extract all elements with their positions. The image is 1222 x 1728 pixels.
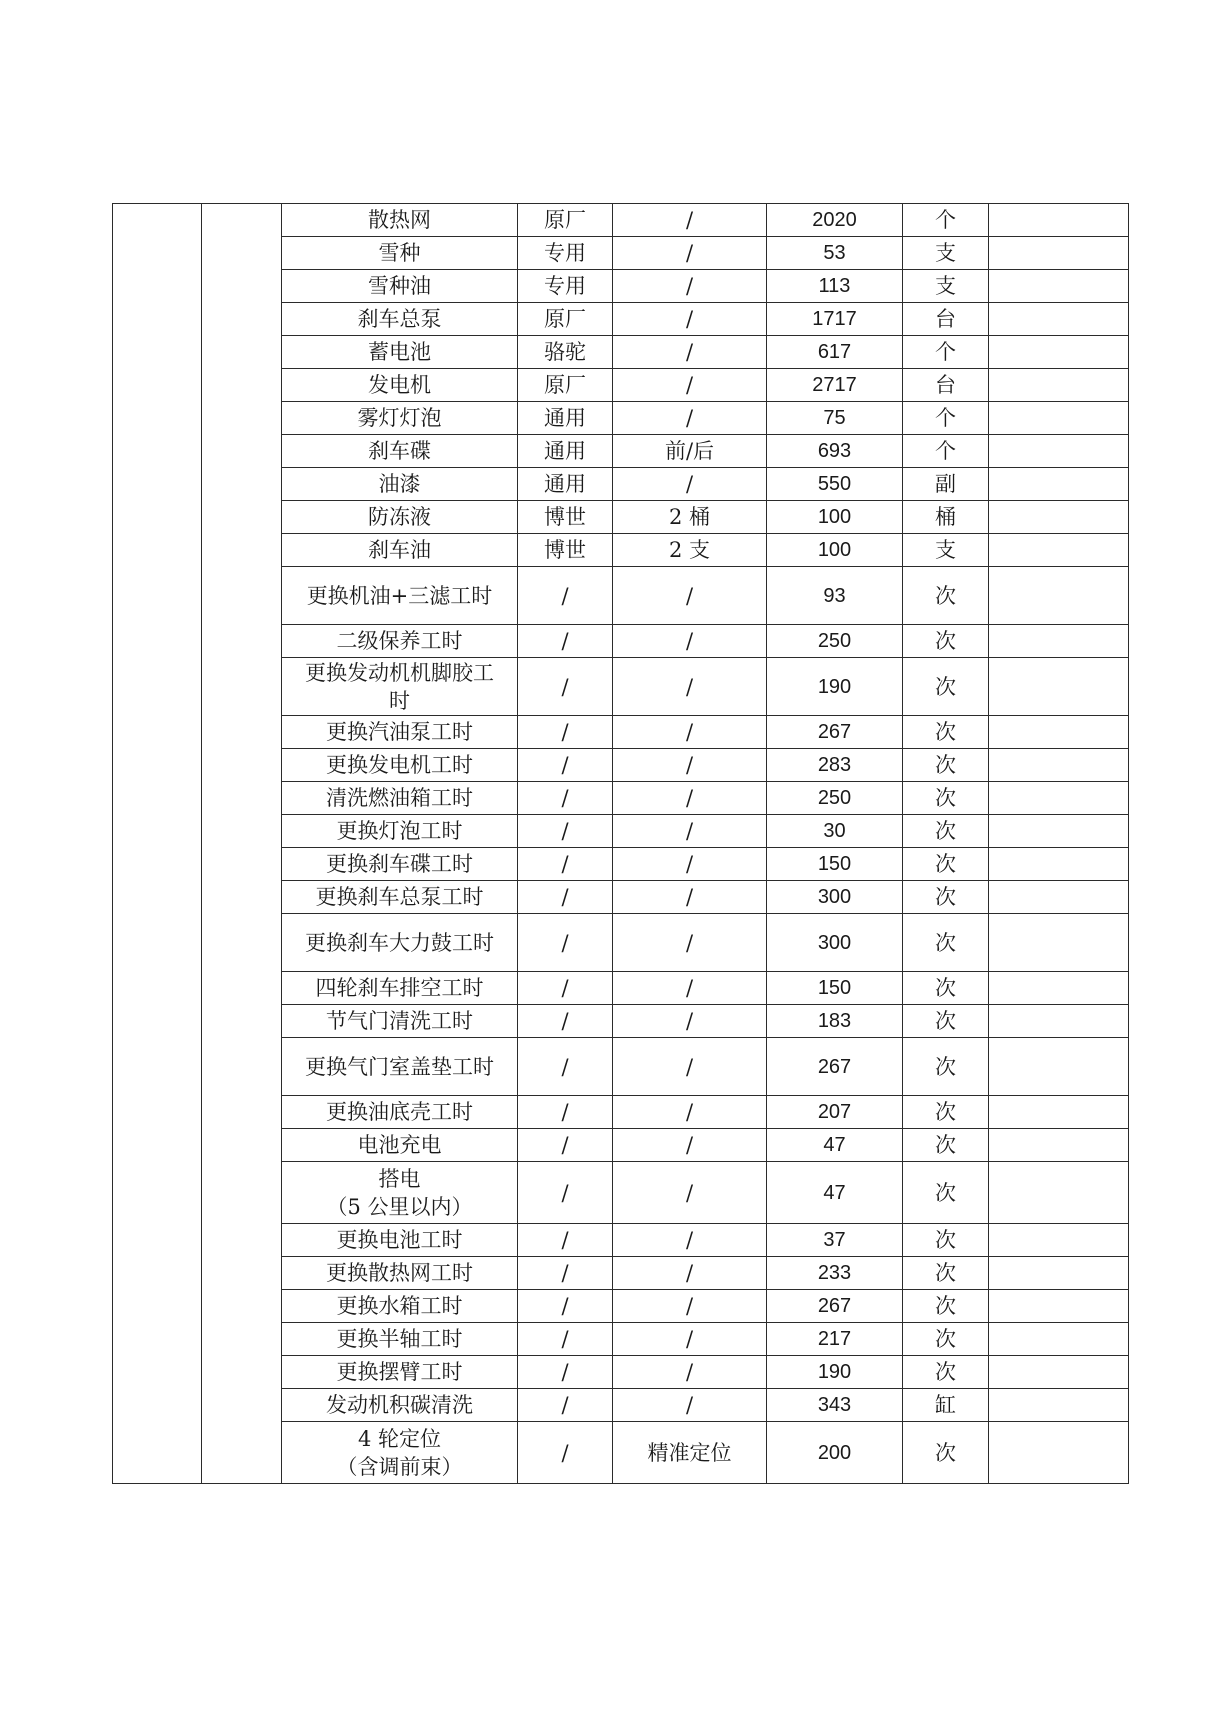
note-cell	[989, 749, 1129, 782]
note-cell	[989, 1257, 1129, 1290]
spec-cell: /	[613, 716, 767, 749]
unit-cell: 个	[903, 336, 989, 369]
brand-cell: 专用	[518, 270, 613, 303]
price-cell: 200	[767, 1422, 903, 1484]
price-cell: 267	[767, 716, 903, 749]
item-name-cell: 发动机积碳清洗	[282, 1389, 518, 1422]
brand-cell: /	[518, 782, 613, 815]
spec-cell: /	[613, 914, 767, 972]
item-name-cell: 更换汽油泵工时	[282, 716, 518, 749]
item-name-cell: 更换气门室盖垫工时	[282, 1038, 518, 1096]
price-cell: 693	[767, 435, 903, 468]
item-name-cell: 更换摆臂工时	[282, 1356, 518, 1389]
price-cell: 217	[767, 1323, 903, 1356]
brand-cell: /	[518, 1162, 613, 1224]
item-name-cell: 节气门清洗工时	[282, 1005, 518, 1038]
price-table	[112, 203, 1129, 1484]
price-cell: 37	[767, 1224, 903, 1257]
brand-cell: 原厂	[518, 204, 613, 237]
unit-cell: 次	[903, 1356, 989, 1389]
price-cell: 53	[767, 237, 903, 270]
unit-cell: 次	[903, 1005, 989, 1038]
unit-cell: 个	[903, 204, 989, 237]
note-cell	[989, 1162, 1129, 1224]
note-cell	[989, 534, 1129, 567]
unit-cell: 次	[903, 1162, 989, 1224]
spec-cell: /	[613, 1389, 767, 1422]
price-cell: 1717	[767, 303, 903, 336]
item-name-cell: 防冻液	[282, 501, 518, 534]
unit-cell: 次	[903, 1422, 989, 1484]
price-cell: 300	[767, 914, 903, 972]
note-cell	[989, 336, 1129, 369]
price-cell: 190	[767, 1356, 903, 1389]
note-cell	[989, 782, 1129, 815]
note-cell	[989, 1224, 1129, 1257]
price-cell: 47	[767, 1162, 903, 1224]
note-cell	[989, 567, 1129, 625]
unit-cell: 缸	[903, 1389, 989, 1422]
item-name-cell: 电池充电	[282, 1129, 518, 1162]
item-name-cell: 更换刹车大力鼓工时	[282, 914, 518, 972]
brand-cell: /	[518, 1005, 613, 1038]
brand-cell: 骆驼	[518, 336, 613, 369]
unit-cell: 副	[903, 468, 989, 501]
brand-cell: /	[518, 1038, 613, 1096]
unit-cell: 个	[903, 402, 989, 435]
note-cell	[989, 468, 1129, 501]
brand-cell: 原厂	[518, 303, 613, 336]
unit-cell: 次	[903, 1096, 989, 1129]
note-cell	[989, 237, 1129, 270]
unit-cell: 支	[903, 534, 989, 567]
item-name-cell: 雪种油	[282, 270, 518, 303]
spec-cell: 2 支	[613, 534, 767, 567]
unit-cell: 支	[903, 270, 989, 303]
price-cell: 2020	[767, 204, 903, 237]
unit-cell: 次	[903, 972, 989, 1005]
brand-cell: /	[518, 716, 613, 749]
spec-cell: 精准定位	[613, 1422, 767, 1484]
brand-cell: /	[518, 658, 613, 716]
item-name-cell: 更换发动机机脚胶工 时	[282, 658, 518, 716]
unit-cell: 支	[903, 237, 989, 270]
item-name-cell: 四轮刹车排空工时	[282, 972, 518, 1005]
price-cell: 300	[767, 881, 903, 914]
brand-cell: /	[518, 1323, 613, 1356]
note-cell	[989, 658, 1129, 716]
spec-cell: /	[613, 1257, 767, 1290]
category-cell	[113, 204, 202, 1484]
brand-cell: /	[518, 1389, 613, 1422]
price-cell: 343	[767, 1389, 903, 1422]
brand-cell: 通用	[518, 435, 613, 468]
spec-cell: /	[613, 625, 767, 658]
note-cell	[989, 1323, 1129, 1356]
spec-cell: /	[613, 658, 767, 716]
price-cell: 93	[767, 567, 903, 625]
spec-cell: /	[613, 468, 767, 501]
price-cell: 250	[767, 782, 903, 815]
item-name-cell: 刹车总泵	[282, 303, 518, 336]
price-cell: 30	[767, 815, 903, 848]
item-name-cell: 雪种	[282, 237, 518, 270]
price-cell: 267	[767, 1038, 903, 1096]
brand-cell: /	[518, 1356, 613, 1389]
note-cell	[989, 402, 1129, 435]
spec-cell: /	[613, 303, 767, 336]
spec-cell: /	[613, 1129, 767, 1162]
spec-cell: /	[613, 881, 767, 914]
unit-cell: 次	[903, 815, 989, 848]
unit-cell: 次	[903, 1038, 989, 1096]
note-cell	[989, 1096, 1129, 1129]
brand-cell: /	[518, 1290, 613, 1323]
brand-cell: 博世	[518, 534, 613, 567]
spec-cell: /	[613, 402, 767, 435]
spec-cell: /	[613, 1096, 767, 1129]
brand-cell: /	[518, 972, 613, 1005]
unit-cell: 次	[903, 848, 989, 881]
brand-cell: /	[518, 1422, 613, 1484]
spec-cell: /	[613, 270, 767, 303]
item-name-cell: 搭电 （5 公里以内）	[282, 1162, 518, 1224]
item-name-cell: 更换机油+三滤工时	[282, 567, 518, 625]
brand-cell: /	[518, 1257, 613, 1290]
note-cell	[989, 435, 1129, 468]
item-name-cell: 刹车碟	[282, 435, 518, 468]
item-name-cell: 更换刹车碟工时	[282, 848, 518, 881]
item-name-cell: 发电机	[282, 369, 518, 402]
item-name-cell: 油漆	[282, 468, 518, 501]
note-cell	[989, 1356, 1129, 1389]
spec-cell: /	[613, 237, 767, 270]
spec-cell: 前/后	[613, 435, 767, 468]
spec-cell: /	[613, 369, 767, 402]
item-name-cell: 更换半轴工时	[282, 1323, 518, 1356]
table-body	[113, 204, 1129, 1484]
brand-cell: 通用	[518, 402, 613, 435]
item-name-cell: 二级保养工时	[282, 625, 518, 658]
note-cell	[989, 881, 1129, 914]
price-cell: 75	[767, 402, 903, 435]
brand-cell: 原厂	[518, 369, 613, 402]
item-name-cell: 更换灯泡工时	[282, 815, 518, 848]
item-name-cell: 散热网	[282, 204, 518, 237]
price-cell: 283	[767, 749, 903, 782]
note-cell	[989, 303, 1129, 336]
spec-cell: 2 桶	[613, 501, 767, 534]
spec-cell: /	[613, 567, 767, 625]
note-cell	[989, 369, 1129, 402]
brand-cell: /	[518, 1129, 613, 1162]
note-cell	[989, 1005, 1129, 1038]
spec-cell: /	[613, 848, 767, 881]
unit-cell: 台	[903, 369, 989, 402]
price-cell: 233	[767, 1257, 903, 1290]
note-cell	[989, 270, 1129, 303]
price-cell: 47	[767, 1129, 903, 1162]
spec-cell: /	[613, 1005, 767, 1038]
brand-cell: 专用	[518, 237, 613, 270]
price-cell: 617	[767, 336, 903, 369]
unit-cell: 台	[903, 303, 989, 336]
item-name-cell: 更换水箱工时	[282, 1290, 518, 1323]
unit-cell: 次	[903, 658, 989, 716]
brand-cell: /	[518, 1224, 613, 1257]
brand-cell: /	[518, 749, 613, 782]
unit-cell: 次	[903, 782, 989, 815]
unit-cell: 次	[903, 881, 989, 914]
price-cell: 2717	[767, 369, 903, 402]
spec-cell: /	[613, 815, 767, 848]
item-name-cell: 蓄电池	[282, 336, 518, 369]
note-cell	[989, 1422, 1129, 1484]
price-cell: 550	[767, 468, 903, 501]
brand-cell: 博世	[518, 501, 613, 534]
note-cell	[989, 1290, 1129, 1323]
price-cell: 267	[767, 1290, 903, 1323]
note-cell	[989, 625, 1129, 658]
note-cell	[989, 716, 1129, 749]
brand-cell: 通用	[518, 468, 613, 501]
unit-cell: 次	[903, 1257, 989, 1290]
item-name-cell: 刹车油	[282, 534, 518, 567]
item-name-cell: 更换电池工时	[282, 1224, 518, 1257]
price-cell: 100	[767, 534, 903, 567]
spec-cell: /	[613, 972, 767, 1005]
spec-cell: /	[613, 1224, 767, 1257]
brand-cell: /	[518, 815, 613, 848]
price-cell: 183	[767, 1005, 903, 1038]
brand-cell: /	[518, 625, 613, 658]
brand-cell: /	[518, 848, 613, 881]
unit-cell: 次	[903, 749, 989, 782]
brand-cell: /	[518, 881, 613, 914]
note-cell	[989, 914, 1129, 972]
unit-cell: 次	[903, 567, 989, 625]
table-row	[113, 204, 1129, 237]
spec-cell: /	[613, 1038, 767, 1096]
note-cell	[989, 972, 1129, 1005]
item-name-cell: 更换刹车总泵工时	[282, 881, 518, 914]
brand-cell: /	[518, 1096, 613, 1129]
note-cell	[989, 501, 1129, 534]
price-cell: 190	[767, 658, 903, 716]
spec-cell: /	[613, 782, 767, 815]
unit-cell: 桶	[903, 501, 989, 534]
unit-cell: 次	[903, 1224, 989, 1257]
spec-cell: /	[613, 336, 767, 369]
note-cell	[989, 1038, 1129, 1096]
item-name-cell: 更换发电机工时	[282, 749, 518, 782]
unit-cell: 次	[903, 716, 989, 749]
item-name-cell: 更换油底壳工时	[282, 1096, 518, 1129]
price-cell: 100	[767, 501, 903, 534]
item-name-cell: 4 轮定位 （含调前束）	[282, 1422, 518, 1484]
unit-cell: 次	[903, 1290, 989, 1323]
spec-cell: /	[613, 749, 767, 782]
subcategory-cell	[202, 204, 282, 1484]
price-cell: 250	[767, 625, 903, 658]
brand-cell: /	[518, 567, 613, 625]
spec-cell: /	[613, 1290, 767, 1323]
unit-cell: 次	[903, 914, 989, 972]
note-cell	[989, 815, 1129, 848]
note-cell	[989, 1129, 1129, 1162]
price-cell: 113	[767, 270, 903, 303]
brand-cell: /	[518, 914, 613, 972]
item-name-cell: 雾灯灯泡	[282, 402, 518, 435]
item-name-cell: 更换散热网工时	[282, 1257, 518, 1290]
spec-cell: /	[613, 1356, 767, 1389]
note-cell	[989, 848, 1129, 881]
unit-cell: 个	[903, 435, 989, 468]
note-cell	[989, 204, 1129, 237]
price-cell: 150	[767, 972, 903, 1005]
price-cell: 207	[767, 1096, 903, 1129]
spec-cell: /	[613, 204, 767, 237]
unit-cell: 次	[903, 1323, 989, 1356]
price-cell: 150	[767, 848, 903, 881]
unit-cell: 次	[903, 625, 989, 658]
note-cell	[989, 1389, 1129, 1422]
item-name-cell: 清洗燃油箱工时	[282, 782, 518, 815]
spec-cell: /	[613, 1162, 767, 1224]
spec-cell: /	[613, 1323, 767, 1356]
unit-cell: 次	[903, 1129, 989, 1162]
